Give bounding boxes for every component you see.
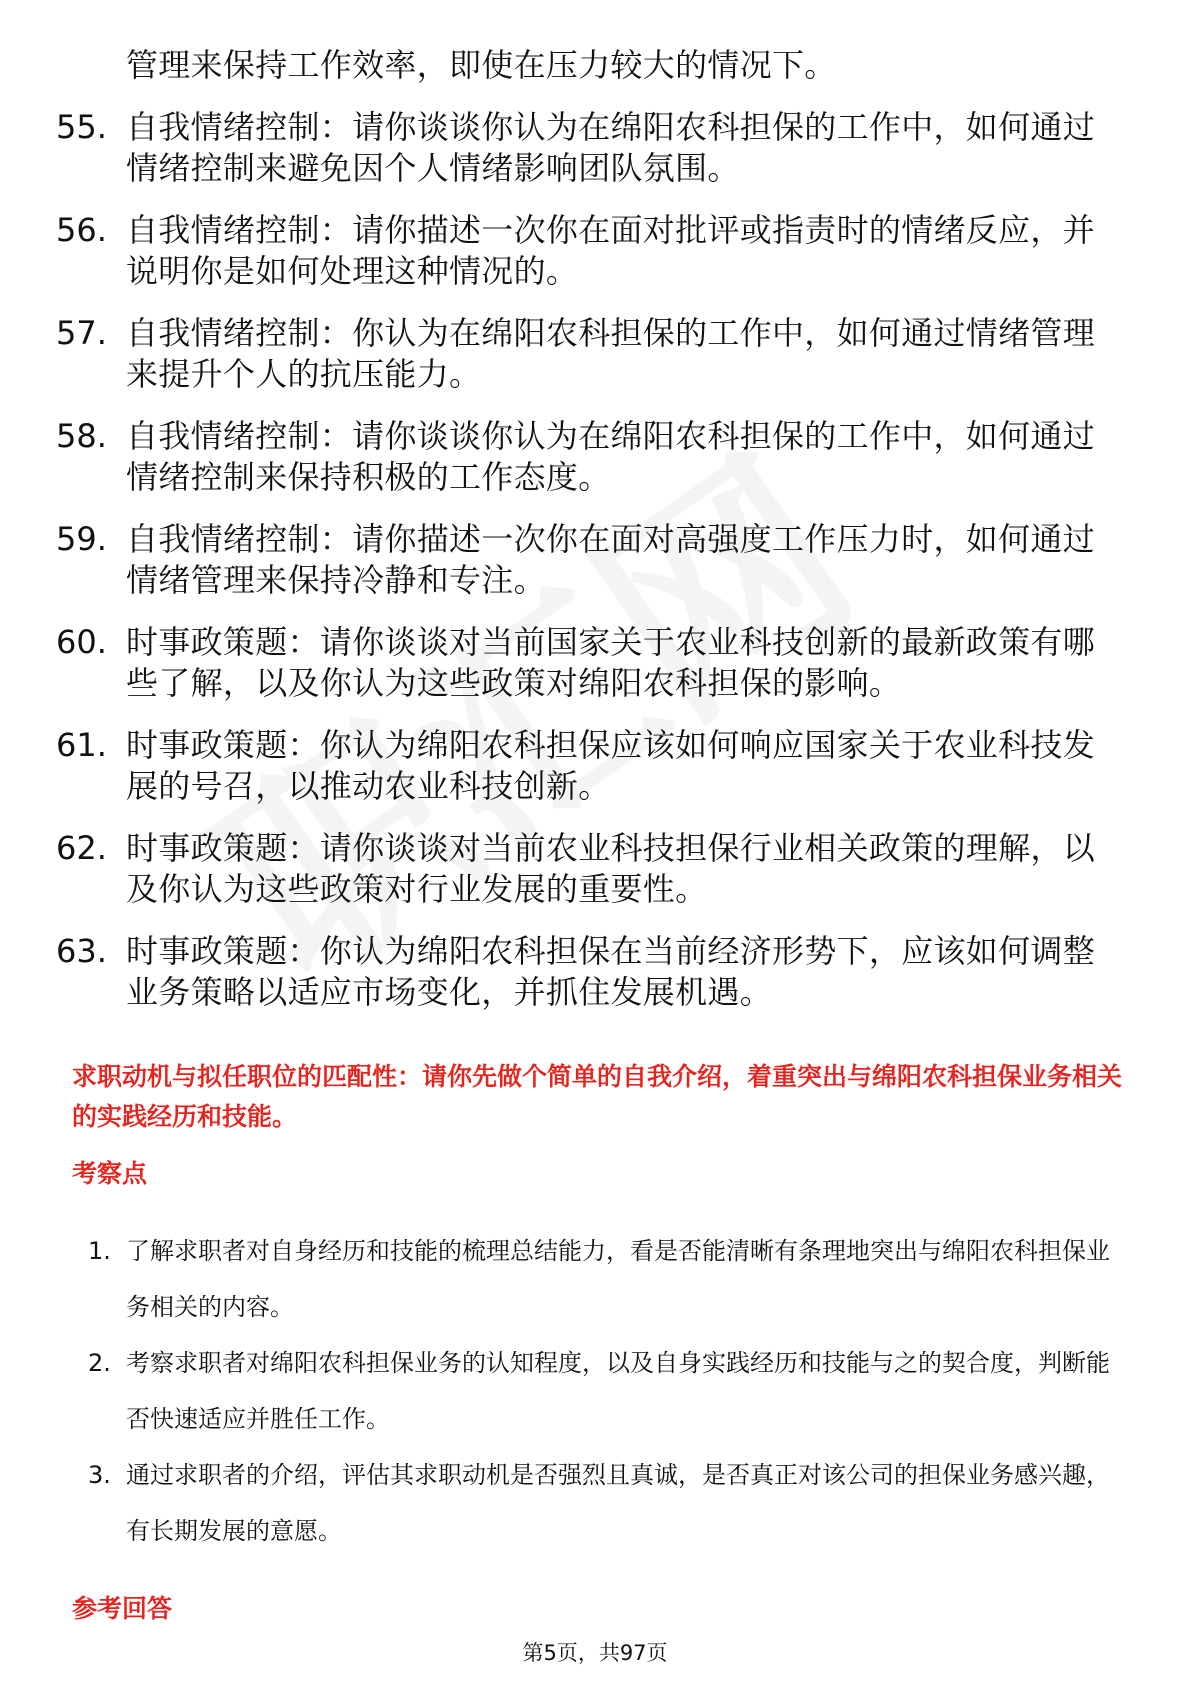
section-heading: 求职动机与拟任职位的匹配性：请你先做个简单的自我介绍，着重突出与绵阳农科担保业务相关的实践经历和技能。: [72, 1062, 1123, 1131]
question-text: 时事政策题：你认为绵阳农科担保应该如何响应国家关于农业科技发展的号召，以推动农业科技创新。: [126, 726, 1096, 805]
question-number: 63.: [56, 932, 107, 970]
question-text: 时事政策题：请你谈谈对当前农业科技担保行业相关政策的理解，以及你认为这些政策对行业发展的重要性。: [126, 829, 1096, 908]
question-item: [56, 313, 1116, 395]
question-item: [56, 519, 1116, 601]
question-item: [56, 931, 1116, 1013]
question-item: [56, 416, 1116, 498]
question-number: 55.: [56, 108, 107, 146]
point-item: [88, 1447, 1118, 1559]
question-text: 自我情绪控制：请你谈谈你认为在绵阳农科担保的工作中，如何通过情绪控制来避免因个人情绪影响团队氛围。: [126, 108, 1096, 187]
point-text: 考察求职者对绵阳农科担保业务的认知程度，以及自身实践经历和技能与之的契合度，判断能否快速适应并胜任工作。: [126, 1349, 1110, 1433]
point-number: 3.: [88, 1461, 111, 1489]
question-number: 60.: [56, 623, 107, 661]
question-text: 管理来保持工作效率，即使在压力较大的情况下。: [126, 46, 837, 84]
question-text: 时事政策题：你认为绵阳农科担保在当前经济形势下，应该如何调整业务策略以适应市场变化，并抓住发展机遇。: [126, 932, 1096, 1011]
question-text: 自我情绪控制：你认为在绵阳农科担保的工作中，如何通过情绪管理来提升个人的抗压能力。: [126, 314, 1096, 393]
question-item: [56, 828, 1116, 910]
question-number: 58.: [56, 417, 107, 455]
point-item: [88, 1223, 1118, 1335]
question-text: 自我情绪控制：请你描述一次你在面对高强度工作压力时，如何通过情绪管理来保持冷静和专注。: [126, 520, 1096, 599]
question-text: 时事政策题：请你谈谈对当前国家关于农业科技创新的最新政策有哪些了解，以及你认为这些政策对绵阳农科担保的影响。: [126, 623, 1096, 702]
question-number: 61.: [56, 726, 107, 764]
answer-label: 参考回答: [72, 1594, 173, 1623]
question-item: [56, 622, 1116, 704]
question-number: 62.: [56, 829, 107, 867]
point-text: 通过求职者的介绍，评估其求职动机是否强烈且真诚，是否真正对该公司的担保业务感兴趣，有长期发展的意愿。: [126, 1461, 1110, 1545]
point-number: 2.: [88, 1349, 111, 1377]
question-number: 56.: [56, 211, 107, 249]
question-item: [56, 210, 1116, 292]
page-footer: 第5页，共97页: [522, 1641, 668, 1665]
point-text: 了解求职者对自身经历和技能的梳理总结能力，看是否能清晰有条理地突出与绵阳农科担保业务相关的内容。: [126, 1237, 1110, 1321]
question-list: [56, 45, 1116, 1034]
points-label: 考察点: [72, 1159, 148, 1188]
question-item: [56, 725, 1116, 807]
point-item: [88, 1335, 1118, 1447]
question-item: [56, 45, 1116, 86]
question-item: [56, 107, 1116, 189]
question-number: 59.: [56, 520, 107, 558]
question-number: 57.: [56, 314, 107, 352]
point-number: 1.: [88, 1237, 111, 1265]
question-text: 自我情绪控制：请你描述一次你在面对批评或指责时的情绪反应，并说明你是如何处理这种情况的。: [126, 211, 1096, 290]
points-list: [88, 1223, 1118, 1559]
question-text: 自我情绪控制：请你谈谈你认为在绵阳农科担保的工作中，如何通过情绪控制来保持积极的工作态度。: [126, 417, 1096, 496]
